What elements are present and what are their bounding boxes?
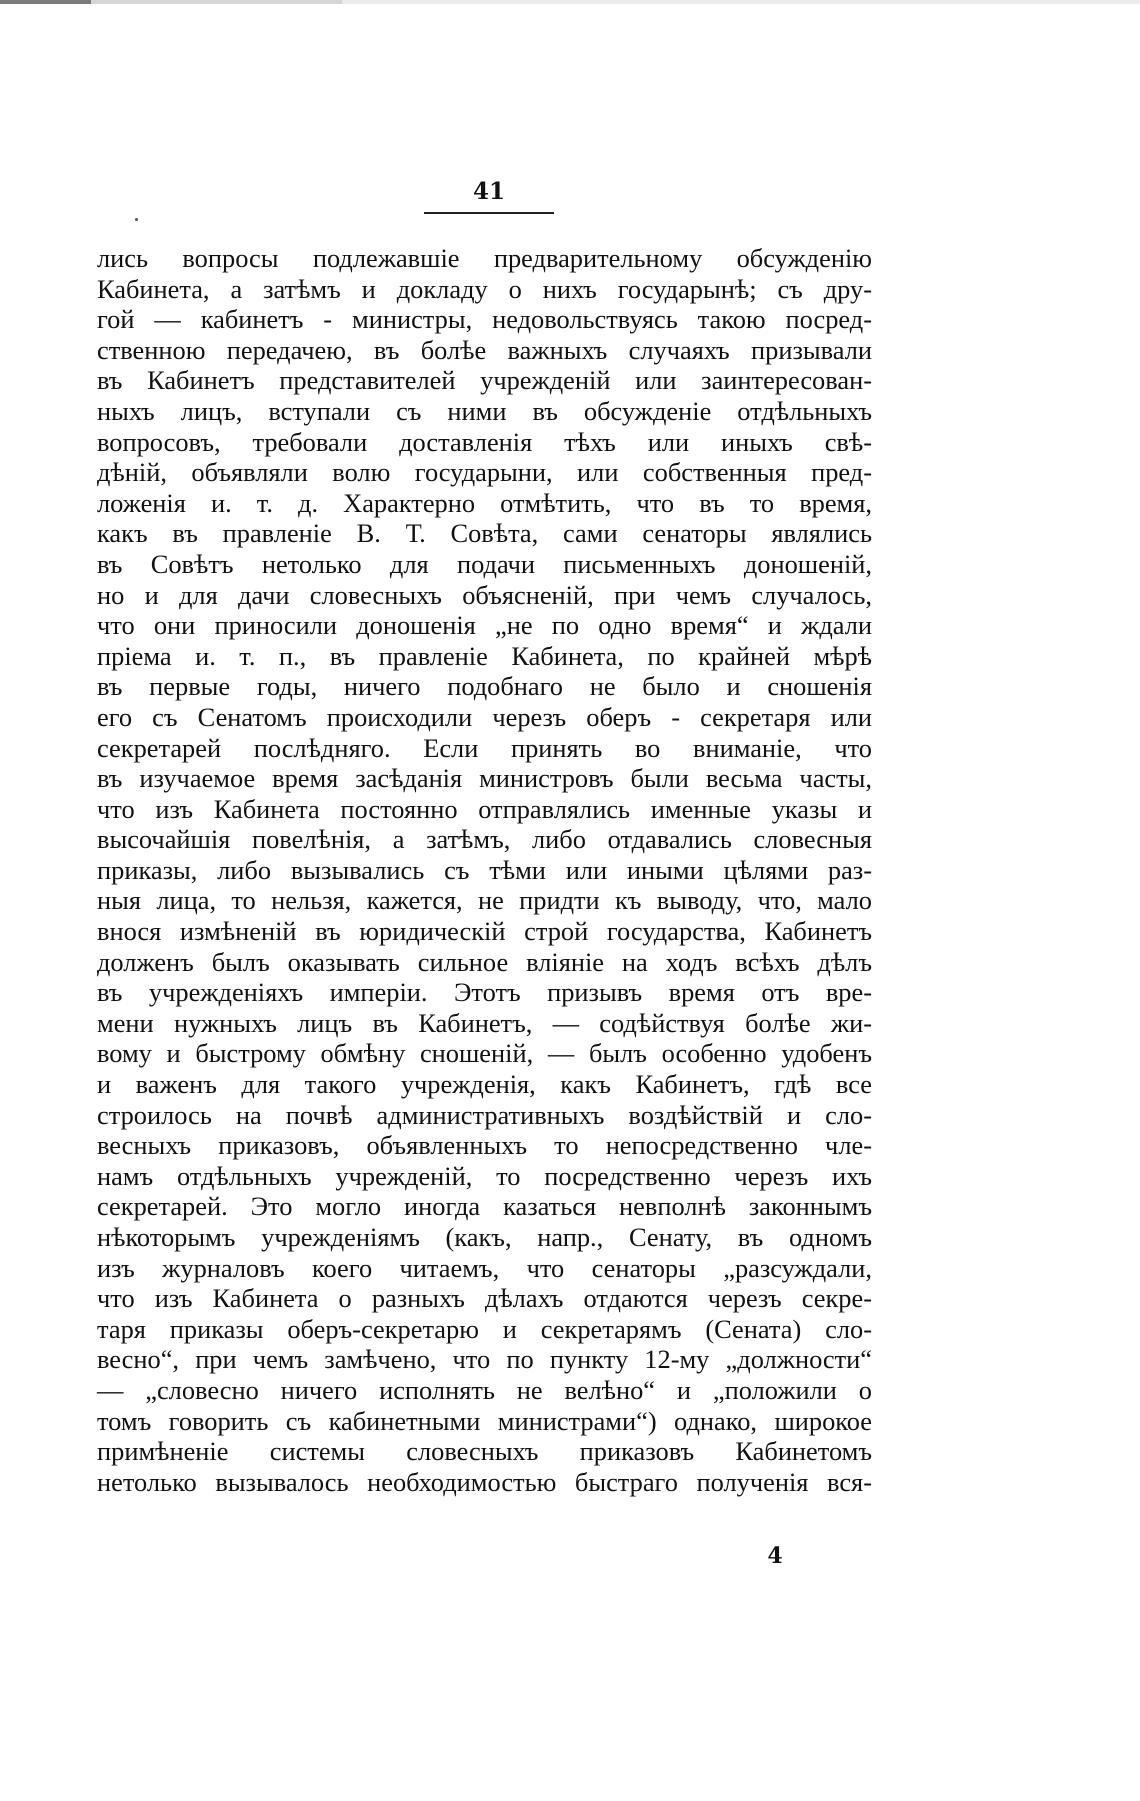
text-line: изъ журналовъ коего читаемъ, что сенаторы „разсуждали, <box>97 1252 872 1283</box>
text-line: лись вопросы подлежавшіе предварительному обсужденію <box>97 243 872 273</box>
text-line: но и для дачи словесныхъ объясненій, при чемъ случалось, <box>97 579 872 610</box>
text-line: нетолько вызывалось необходимостью быстраго полученія вся- <box>97 1466 872 1497</box>
text-line: дѣній, объявляли волю государыни, или собственныя пред- <box>97 457 872 488</box>
text-line: — „словесно ничего исполнять не велѣно“ и „положили о <box>97 1374 872 1405</box>
text-line: нѣкоторымъ учрежденіямъ (какъ, напр., Сенату, въ одномъ <box>97 1222 872 1252</box>
signature-mark: 4 <box>767 1543 783 1569</box>
text-line: въ изучаемое время засѣданія министровъ были весьма часты, <box>97 763 872 794</box>
text-line: таря приказы оберъ-секретарю и секретарямъ (Сената) сло- <box>97 1313 872 1344</box>
text-line: и важенъ для такого учрежденія, какъ Кабинетъ, гдѣ все <box>97 1069 872 1100</box>
text-line: секретарей. Это могло иногда казаться невполнѣ законнымъ <box>97 1191 872 1222</box>
text-line: высочайшія повелѣнія, а затѣмъ, либо отдавались словесныя <box>97 824 872 855</box>
text-line: вому и быстрому обмѣну сношеній, — былъ особенно удобенъ <box>97 1038 872 1069</box>
page-number: 41 <box>472 178 505 205</box>
text-line: примѣненіе системы словесныхъ приказовъ Кабинетомъ <box>97 1436 872 1467</box>
text-line: ныя лица, то нельзя, кажется, не придти къ выводу, что, мало <box>97 885 872 916</box>
text-line: какъ въ правленіе В. Т. Совѣта, сами сенаторы являлись <box>97 518 872 549</box>
text-line: въ Совѣтъ нетолько для подачи письменныхъ доношеній, <box>97 548 872 579</box>
text-line: что они приносили доношенія „не по одно время“ и ждали <box>97 610 872 641</box>
text-line: его съ Сенатомъ происходили черезъ оберъ - секретаря или <box>97 701 872 732</box>
text-line: намъ отдѣльныхъ учрежденій, то посредственно черезъ ихъ <box>97 1160 872 1191</box>
text-line: внося измѣненій въ юридическій строй государства, Кабинетъ <box>97 916 872 947</box>
text-line: что изъ Кабинета о разныхъ дѣлахъ отдаются черезъ секре- <box>97 1283 872 1314</box>
text-line: долженъ былъ оказывать сильное вліяніе на ходъ всѣхъ дѣлъ <box>97 946 872 977</box>
text-line: въ первые годы, ничего подобнаго не было и сношенія <box>97 671 872 702</box>
text-line: строилось на почвѣ административныхъ воздѣйствій и сло- <box>97 1099 872 1130</box>
text-line: гой — кабинетъ - министры, недовольствуясь такою посред- <box>97 304 872 335</box>
text-line: Кабинета, а затѣмъ и докладу о нихъ государынѣ; съ дру- <box>97 273 872 304</box>
text-line: томъ говорить съ кабинетными министрами“) однако, широкое <box>97 1405 872 1436</box>
text-line: секретарей послѣдняго. Если принять во вниманіе, что <box>97 732 872 763</box>
text-line: приказы, либо вызывались съ тѣми или иными цѣлями раз- <box>97 854 872 885</box>
text-line: весно“, при чемъ замѣчено, что по пункту 12-му „должности“ <box>97 1344 872 1375</box>
text-line: весныхъ приказовъ, объявленныхъ то непосредственно чле- <box>97 1130 872 1161</box>
scan-top-edge <box>0 0 1140 4</box>
text-line: ныхъ лицъ, вступали съ ними въ обсужденіе отдѣльныхъ <box>97 395 872 426</box>
text-line: ложенія и. т. д. Характерно отмѣтить, что въ то время, <box>97 487 872 518</box>
text-line: что изъ Кабинета постоянно отправлялись именные указы и <box>97 793 872 824</box>
stray-ink-dot <box>135 218 138 221</box>
text-line: мени нужныхъ лицъ въ Кабинетъ, — содѣйствуя болѣе жи- <box>97 1007 872 1038</box>
text-line: вопросовъ, требовали доставленія тѣхъ или иныхъ свѣ- <box>97 426 872 457</box>
text-line: ственною передачею, въ болѣе важныхъ случаяхъ призывали <box>97 334 872 365</box>
text-line: въ Кабинетъ представителей учрежденій или заинтересован- <box>97 365 872 396</box>
text-line: въ учрежденіяхъ имперіи. Этотъ призывъ время отъ вре- <box>97 977 872 1008</box>
header-rule <box>424 212 554 214</box>
body-text <box>97 243 872 1497</box>
text-line: пріема и. т. п., въ правленіе Кабинета, по крайней мѣрѣ <box>97 640 872 671</box>
page-header <box>424 178 554 214</box>
